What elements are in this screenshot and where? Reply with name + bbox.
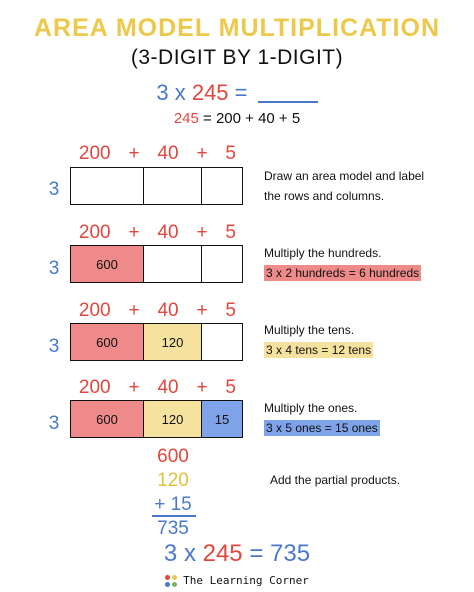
step-note: Multiply the tens. (264, 323, 355, 337)
expanded-number: 245 (173, 110, 199, 127)
cell-tens: 120 (144, 401, 202, 437)
column-headers (70, 143, 245, 165)
area-model-grid (70, 323, 243, 361)
answer-blank (258, 101, 318, 103)
col-head: 200 (78, 222, 111, 243)
number: 245 (191, 80, 229, 105)
factor: 3 x (156, 80, 186, 105)
step-highlight: 3 x 2 hundreds = 6 hundreds (266, 266, 420, 280)
footer (0, 574, 474, 587)
col-head: + (128, 222, 140, 243)
final-equation (0, 540, 474, 568)
col-head: 40 (157, 222, 179, 243)
step-note-group (264, 398, 380, 438)
cell-hundreds: 600 (71, 324, 144, 360)
partial-total: 735 (157, 518, 189, 539)
partial-ones: + 15 (154, 494, 192, 515)
sum-line (152, 515, 196, 517)
row-label: 3 (48, 413, 60, 434)
col-head: + (128, 143, 140, 164)
col-head: + (196, 222, 208, 243)
expanded-form (0, 110, 474, 127)
partial-hundreds: 600 (157, 446, 189, 467)
cell-ones (202, 324, 242, 360)
cell-ones (202, 168, 242, 204)
step-note: Draw an area model and label the rows and columns. (264, 169, 425, 203)
final-number: 245 (202, 540, 243, 567)
row-label: 3 (48, 179, 60, 200)
final-factor: 3 x (163, 540, 196, 567)
row-label: 3 (48, 336, 60, 357)
cell-hundreds: 600 (71, 246, 144, 282)
problem-equation (0, 80, 474, 106)
area-model-grid (70, 400, 243, 438)
row-label: 3 (48, 258, 60, 279)
col-head: + (196, 300, 208, 321)
col-head: + (196, 377, 208, 398)
step-highlight: 3 x 4 tens = 12 tens (266, 343, 372, 357)
step-note-group (264, 243, 421, 283)
step-highlight: 3 x 5 ones = 15 ones (266, 421, 378, 435)
partial-note: Add the partial products. (270, 473, 401, 487)
equals: = (234, 80, 248, 105)
partial-tens: 120 (157, 470, 189, 491)
col-head: 5 (225, 377, 236, 398)
area-model-grid (70, 245, 243, 283)
final-result: = 735 (249, 540, 311, 567)
cell-ones: 15 (202, 401, 242, 437)
page-subtitle: (3-DIGIT BY 1-DIGIT) (130, 46, 344, 69)
cell-hundreds: 600 (71, 401, 144, 437)
column-headers (70, 377, 245, 399)
step-note-group (264, 320, 373, 360)
col-head: + (196, 143, 208, 164)
column-headers (70, 222, 245, 244)
col-head: + (128, 377, 140, 398)
step-note: Multiply the hundreds. (264, 246, 382, 260)
col-head: 5 (225, 300, 236, 321)
expanded-rest: = 200 + 40 + 5 (203, 110, 301, 127)
area-model-grid (70, 167, 243, 205)
page-title: AREA MODEL MULTIPLICATION (34, 14, 440, 42)
cell-tens (144, 168, 202, 204)
cell-ones (202, 246, 242, 282)
col-head: 5 (225, 222, 236, 243)
cell-hundreds (71, 168, 144, 204)
col-head: 40 (157, 143, 179, 164)
step-note: Multiply the ones. (264, 401, 358, 415)
col-head: 40 (157, 300, 179, 321)
learning-corner-logo-icon (165, 575, 179, 587)
col-head: + (128, 300, 140, 321)
cell-tens (144, 246, 202, 282)
col-head: 40 (157, 377, 179, 398)
col-head: 200 (78, 300, 111, 321)
cell-tens: 120 (144, 324, 202, 360)
footer-brand: The Learning Corner (183, 574, 309, 587)
col-head: 5 (225, 143, 236, 164)
column-headers (70, 300, 245, 322)
col-head: 200 (78, 377, 111, 398)
col-head: 200 (78, 143, 111, 164)
